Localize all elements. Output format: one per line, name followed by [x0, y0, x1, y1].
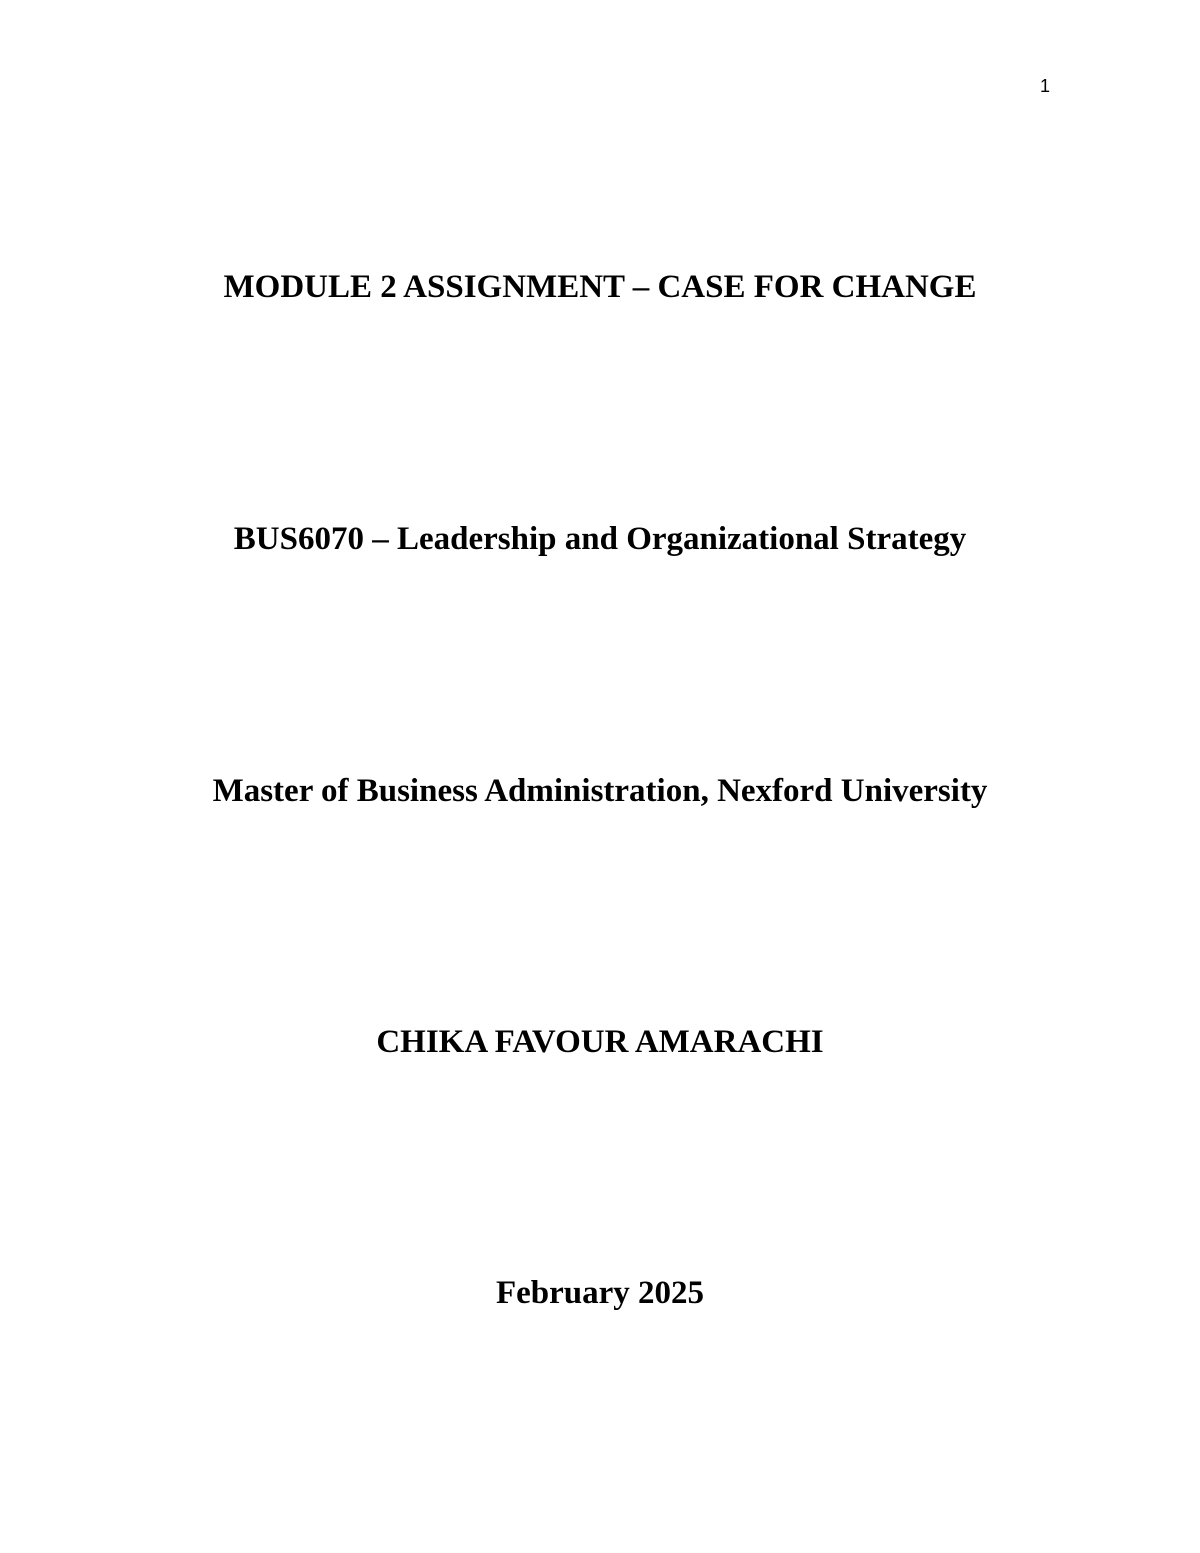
program-name: Master of Business Administration, Nexford University — [212, 773, 988, 809]
submission-date: February 2025 — [495, 1275, 705, 1311]
course-name: BUS6070 – Leadership and Organizational Strategy — [233, 521, 967, 557]
author-name: CHIKA FAVOUR AMARACHI — [376, 1024, 824, 1060]
assignment-title: MODULE 2 ASSIGNMENT – CASE FOR CHANGE — [223, 269, 977, 305]
page-number: 1 — [1040, 76, 1051, 96]
